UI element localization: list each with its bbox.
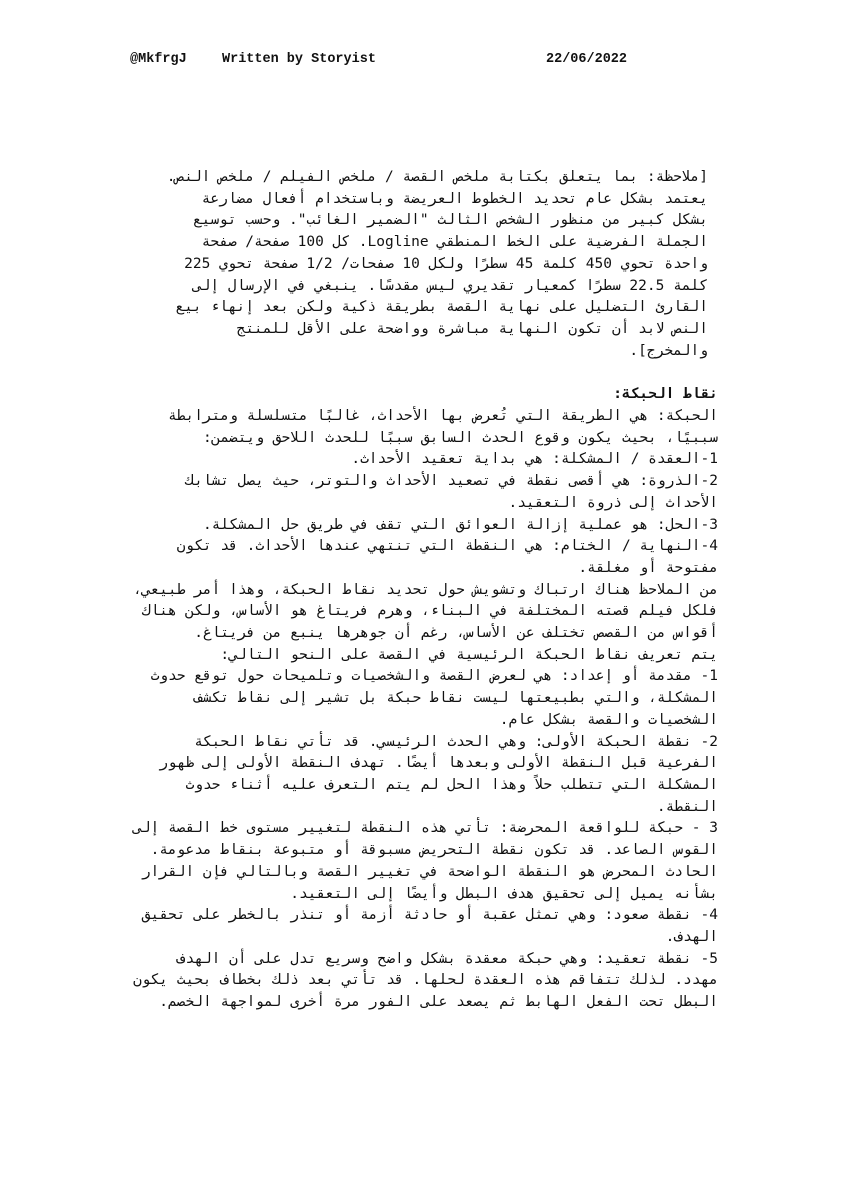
synopsis-note: [ملاحظة: بما يتعلق بكتابة ملخص القصة / ملخص الفيلم / ملخص النص. يعتمد بشكل عام تحديد الخطوط العريضة وباستخدام أفعال مضارعة بشكل كبير من منظور الشخص الثالث "الضمير الغائب". وحسب توسيع الجملة الفرضية على الخط المنطقي Logline. كل 100 صفحة/ صفحة واحدة تحوي 450 كلمة 45 سطرًا ولكل 10 صفحات/ 1/2 صفحة تحوي 225 كلمة 22.5 سطرًا كمعيار تقديري ليس مقدسًا. ينبغي في الإرسال إلى القارئ التضليل على نهاية القصة بطريقة ذكية ولكن بعد إنهاء بيع النص لابد أن تكون النهاية مباشرة وواضحة على الأقل للمنتج والمخرج]. — [166, 169, 708, 359]
list-item-rising-point: 4- نقطة صعود: وهي تمثل عقبة أو حادثة أزمة أو تنذر بالخطر على تحقيق الهدف. — [141, 907, 718, 945]
document-body — [126, 167, 718, 1014]
list-item-resolution: 3-الحل: هو عملية إزالة العوائق التي تقف في طريق حل المشكلة. — [202, 516, 718, 533]
header-author-handle: @MkfrgJ — [130, 52, 187, 67]
page-header — [130, 52, 630, 72]
header-credit: Written by Storyist — [222, 52, 376, 67]
list-item-complication-point: 5- نقطة تعقيد: وهي حبكة معقدة بشكل واضح وسريع تدل على أن الهدف مهدد. لذلك تتفاقم هذه العقدة لحلها. قد تأتي بعد ذلك بخطاف بحيث يكون البطل تحت الفعل الهابط ثم يصعد على الفور مرة أخرى لمواجهة الخصم. — [133, 950, 718, 1011]
list-item-conflict: 1-العقدة / المشكلة: هي بداية تعقيد الأحداث. — [351, 451, 718, 468]
section-title-plot-points: نقاط الحبكة: — [613, 386, 718, 403]
definition-intro-paragraph: يتم تعريف نقاط الحبكة الرئيسية في القصة على النحو التالي: — [220, 646, 718, 663]
freytag-paragraph: من الملاحظ هناك ارتباك وتشويش حول تحديد نقاط الحبكة، وهذا أمر طبيعي، فلكل فيلم قصته المختلفة في البناء، وهرم فريتاغ هو الأساس، ولكن هناك أقواس من القصص تختلف عن الأساس، رغم أن جوهرها ينبع من فريتاغ. — [133, 581, 718, 642]
header-date: 22/06/2022 — [546, 52, 628, 67]
list-item-climax: 2-الذروة: هي أقصى نقطة في تصعيد الأحداث والتوتر، حيث يصل تشابك الأحداث إلى ذروة التعقيد. — [185, 473, 718, 511]
list-item-ending: 4-النهاية / الختام: هي النقطة التي تنتهي عندها الأحداث. قد تكون مفتوحة أو مغلقة. — [176, 538, 718, 576]
list-item-first-plot-point: 2- نقطة الحبكة الأولى: وهي الحدث الرئيسي. قد تأتي نقاط الحبكة الفرعية قبل النقطة الأولى وبعدها أيضًا. تهدف النقطة الأولى إلى ظهور المشكلة التي تتطلب حلاً وهذا الحل لم يتم التعرف عليه أثناء حدوث النقطة. — [159, 733, 718, 815]
list-item-setup: 1- مقدمة أو إعداد: هي لعرض القصة والشخصيات وتلميحات حول توقع حدوث المشكلة، والتي بطبيعتها ليست نقاط حبكة بل تشير إلى نقاط تكشف الشخصيات والقصة بشكل عام. — [150, 668, 718, 728]
plot-definition-paragraph: الحبكة: هي الطريقة التي تُعرض بها الأحداث، غالبًا متسلسلة ومترابطة سببيًا، بحيث يكون وقوع الحدث السابق سببًا للحدث اللاحق ويتضمن: — [168, 408, 718, 446]
list-item-inciting-incident: 3 - حبكة للواقعة المحرضة: تأتي هذه النقطة لتغيير مستوى خط القصة إلى القوس الصاعد. قد تكون نقطة التحريض مسبوقة أو متبوعة بنقاط مدعومة. الحادث المحرض هو النقطة الواضحة في تغيير القصة وبالتالي فإن القرار بشأنه يميل إلى تحقيق هدف البطل وأيضًا إلى التعقيد. — [133, 820, 718, 902]
